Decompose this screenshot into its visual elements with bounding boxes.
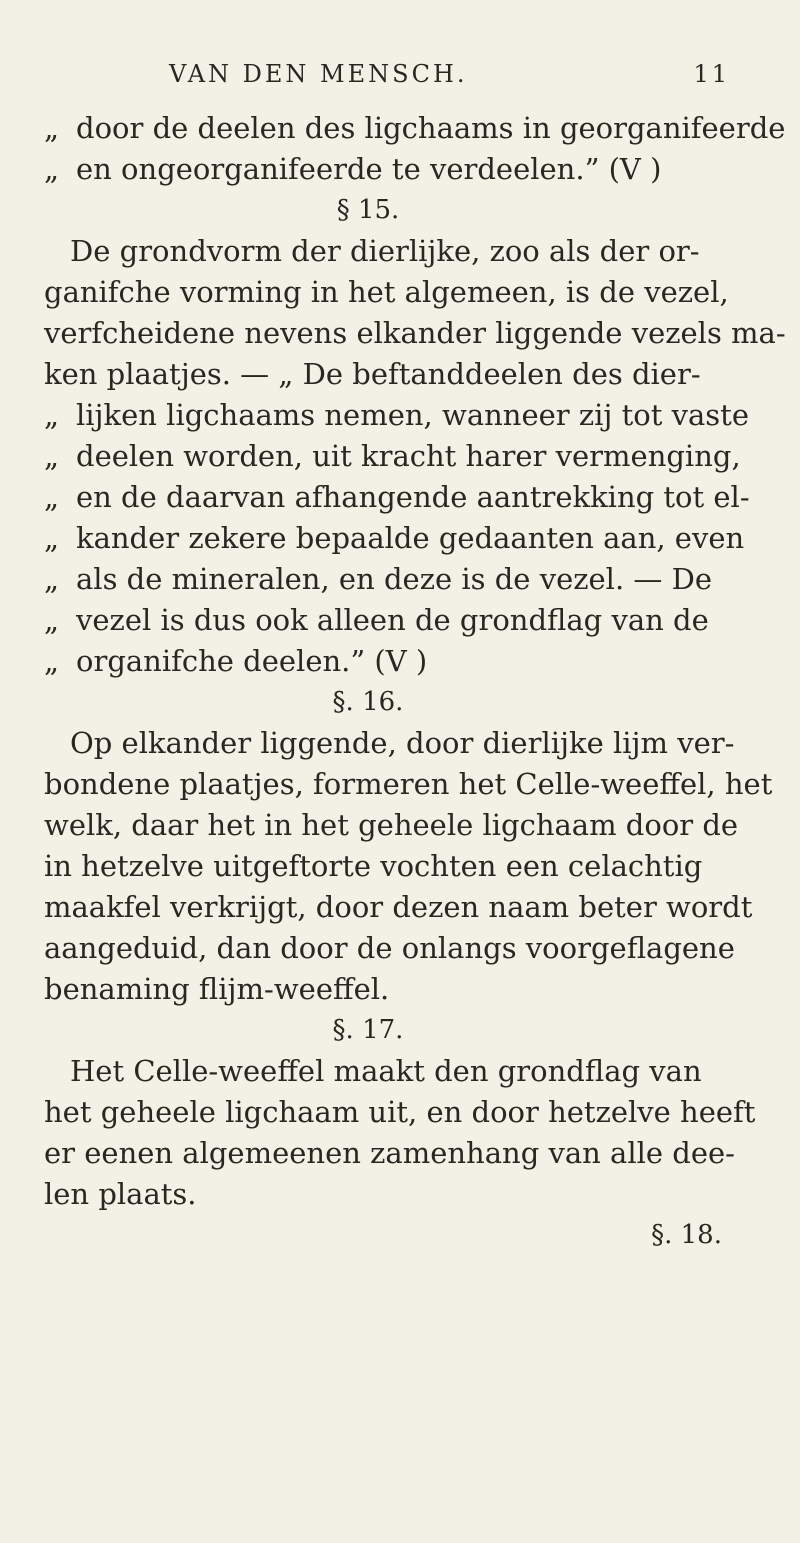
text-line	[44, 641, 732, 682]
line-text: als de mineralen, en deze is de vezel. — De	[76, 562, 713, 596]
text-line: len plaats.	[44, 1177, 197, 1211]
text-line: het geheele ligchaam uit, en door hetzelve heeft	[44, 1095, 756, 1129]
quote-mark: „	[44, 480, 60, 514]
text-line	[44, 436, 741, 477]
text-line	[44, 108, 786, 149]
quote-mark: „	[44, 521, 60, 555]
section-heading: § 15.	[336, 195, 400, 225]
text-line	[44, 477, 750, 518]
running-head	[44, 60, 732, 108]
quote-mark: „	[44, 562, 60, 596]
text-line: ganifche vorming in het algemeen, is de vezel,	[44, 275, 729, 309]
text-line: welk, daar het in het geheele ligchaam door de	[44, 808, 739, 842]
quote-mark: „	[44, 398, 60, 432]
text-line	[44, 559, 732, 600]
line-text: lijken ligchaams nemen, wanneer zij tot vaste	[76, 398, 749, 432]
text-line: er eenen algemeenen zamenhang van alle dee-	[44, 1136, 735, 1170]
running-head-title: VAN DEN MENSCH.	[169, 60, 468, 88]
quote-mark: „	[44, 111, 60, 145]
text-line: maakfel verkrijgt, door dezen naam beter wordt	[44, 890, 753, 924]
text-line: ken plaatjes. — „ De beftanddeelen des dier-	[44, 357, 701, 391]
text-line: Het Celle-weeffel maakt den grondflag van	[70, 1054, 702, 1088]
text-line	[44, 600, 732, 641]
quote-mark: „	[44, 603, 60, 637]
text-line: bondene plaatjes, formeren het Celle-weeffel, het	[44, 767, 773, 801]
text-line: benaming flijm-weeffel.	[44, 972, 390, 1006]
quote-mark: „	[44, 152, 60, 186]
text-line: aangeduid, dan door de onlangs voorgeflagene	[44, 931, 735, 965]
page-number: 11	[693, 60, 730, 88]
text-line	[44, 518, 745, 559]
quote-mark: „	[44, 439, 60, 473]
text-line	[44, 395, 749, 436]
line-text: door de deelen des ligchaams in georganifeerde	[76, 111, 786, 145]
quote-mark: „	[44, 644, 60, 678]
text-line: in hetzelve uitgeftorte vochten een celachtig	[44, 849, 703, 883]
text-line: Op elkander liggende, door dierlijke lijm ver-	[70, 726, 735, 760]
section-heading: §. 17.	[332, 1015, 404, 1045]
text-body	[44, 108, 786, 1215]
line-text: organifche deelen.” (V )	[76, 644, 428, 678]
catchword: §. 18.	[651, 1220, 722, 1250]
line-text: en de daarvan afhangende aantrekking tot el-	[76, 480, 750, 514]
line-text: kander zekere bepaalde gedaanten aan, even	[76, 521, 745, 555]
line-text: vezel is dus ook alleen de grondflag van de	[76, 603, 709, 637]
text-line: De grondvorm der dierlijke, zoo als der or-	[70, 234, 700, 268]
section-heading: §. 16.	[332, 687, 404, 717]
line-text: deelen worden, uit kracht harer vermenging,	[76, 439, 741, 473]
line-text: en ongeorganifeerde te verdeelen.” (V )	[76, 152, 662, 186]
text-line	[44, 149, 732, 190]
text-line: verfcheidene nevens elkander liggende vezels ma-	[44, 316, 786, 350]
